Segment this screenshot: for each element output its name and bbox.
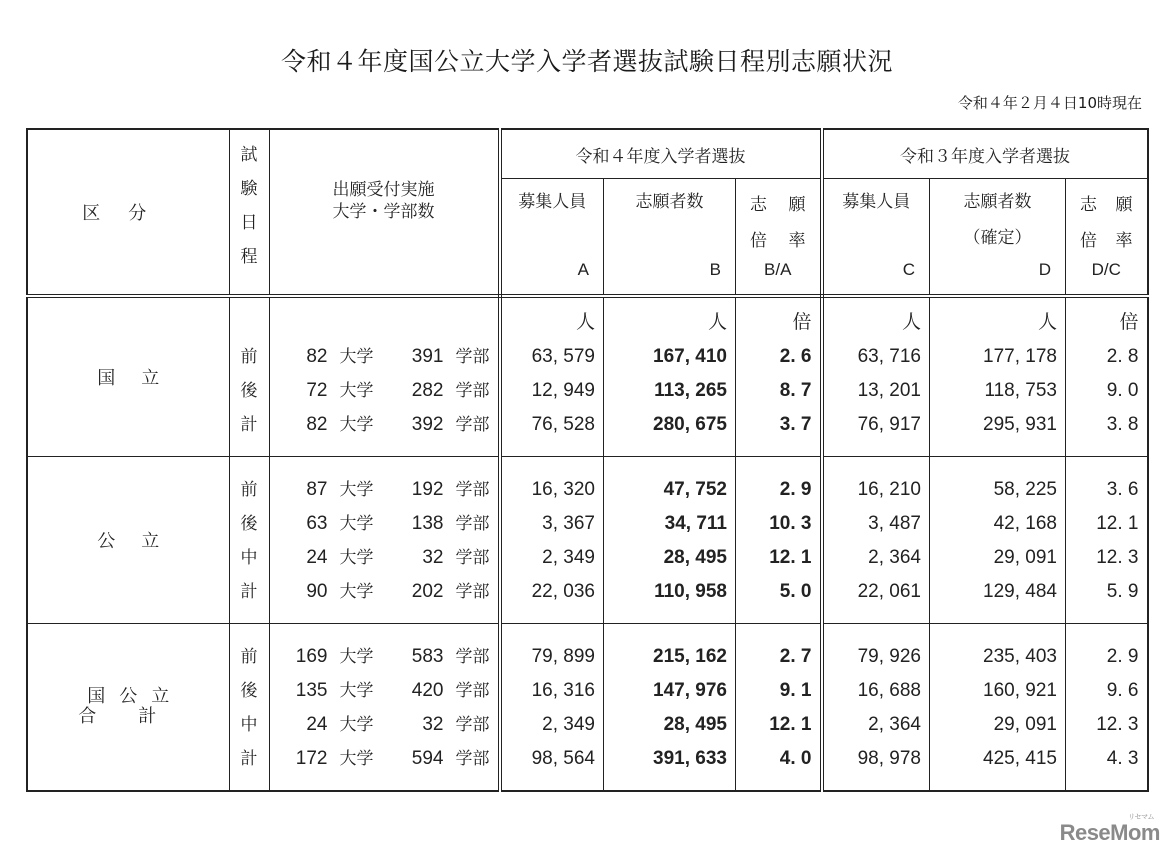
schedule-value: 計 — [240, 415, 258, 435]
header-universities-line2: 大学・学部数 — [332, 202, 435, 222]
applicant-status-table — [26, 128, 1149, 792]
col-c-code: C — [902, 260, 915, 279]
capacity-r3-cell: 79, 926 16, 688 2, 364 98, 978 — [822, 624, 930, 792]
col-dc-label: 願 — [1115, 195, 1133, 215]
header-universities-line1: 出願受付実施 — [332, 180, 435, 200]
col-ba-label: 願 — [788, 195, 806, 215]
capacity-r3-cell: 人 63, 716 13, 201 76, 917 — [822, 296, 930, 457]
col-d-code: D — [1038, 260, 1051, 279]
ratio-r3-cell: 倍 2. 8 9. 0 3. 8 — [1066, 296, 1148, 457]
schedule-value: 前 — [240, 347, 258, 367]
applicants-r3-cell: 235, 403 160, 921 29, 091 425, 415 — [930, 624, 1066, 792]
watermark-kana: リセマム — [1128, 814, 1154, 821]
header-schedule-char: 日 — [240, 213, 258, 233]
university-count-row: 24 大学 32 学部 — [306, 547, 490, 568]
header-col-c — [822, 179, 930, 297]
col-ba-label: 率 — [788, 231, 806, 251]
group-label — [27, 457, 229, 624]
group-label-line2: 合計 — [78, 706, 199, 727]
university-count-row: 82 大学 392 学部 — [306, 414, 490, 435]
unit-label: 倍 — [792, 312, 812, 333]
col-ba-code: B/A — [764, 260, 792, 279]
university-count-cell — [269, 457, 500, 624]
unit-label: 人 — [575, 312, 595, 333]
ratio-r3-cell: 3. 6 12. 1 12. 3 5. 9 — [1066, 457, 1148, 624]
group-label-line1: 国公立 — [87, 686, 184, 707]
unit-label: 人 — [707, 312, 727, 333]
group-label-text: 公立 — [97, 531, 186, 552]
university-count-row: 24 大学 32 学部 — [306, 714, 490, 735]
header-schedule — [229, 129, 269, 296]
header-schedule-char: 試 — [240, 145, 258, 165]
university-count-row: 63 大学 138 学部 — [306, 513, 490, 534]
col-a-code: A — [577, 260, 589, 279]
col-dc-label: 率 — [1115, 231, 1133, 251]
applicants-r4-cell: 人 167, 410 113, 265 280, 675 — [604, 296, 736, 457]
university-count-cell — [269, 624, 500, 792]
resemom-logo — [1059, 814, 1160, 846]
unit-label: 倍 — [1119, 312, 1139, 333]
col-dc-code: D/C — [1091, 260, 1121, 279]
university-count-row: 135 大学 420 学部 — [295, 680, 490, 701]
header-col-a — [500, 179, 604, 297]
ratio-r4-cell: 2. 9 10. 3 12. 1 5. 0 — [736, 457, 822, 624]
header-universities — [269, 129, 500, 296]
ratio-r4-cell: 2. 7 9. 1 12. 1 4. 0 — [736, 624, 822, 792]
capacity-r4-cell: 16, 320 3, 367 2, 349 22, 036 — [500, 457, 604, 624]
header-col-dc — [1066, 179, 1148, 297]
group-total — [27, 624, 1148, 792]
university-count-row: 172 大学 594 学部 — [295, 748, 490, 769]
unit-label: 人 — [1037, 312, 1057, 333]
col-ba-label: 倍 — [750, 231, 767, 251]
applicants-r3-cell: 人 177, 178 118, 753 295, 931 — [930, 296, 1066, 457]
col-d-label: 志願者数 — [963, 192, 1032, 212]
col-ba-label: 志 — [750, 195, 767, 215]
group-label — [27, 624, 229, 792]
col-b-label: 志願者数 — [635, 192, 704, 212]
page-title: 令和４年度国公立大学入学者選抜試験日程別志願状況 — [280, 47, 893, 76]
university-count-row: 169 大学 583 学部 — [295, 646, 490, 667]
header-col-b — [604, 179, 736, 297]
capacity-r4-cell: 人 63, 579 12, 949 76, 528 — [500, 296, 604, 457]
group-national — [27, 296, 1148, 457]
unit-label: 人 — [901, 312, 921, 333]
capacity-r4-cell: 79, 899 16, 316 2, 349 98, 564 — [500, 624, 604, 792]
col-d-sublabel: （確定） — [963, 228, 1032, 248]
university-count-row: 90 大学 202 学部 — [306, 581, 490, 602]
col-c-label: 募集人員 — [842, 192, 911, 212]
header-kubun: 区分 — [27, 129, 229, 296]
schedule-cell — [229, 296, 269, 457]
watermark-text: ReseMom — [1059, 820, 1160, 845]
col-dc-label: 倍 — [1080, 231, 1097, 251]
university-count-row: 82 大学 391 学部 — [306, 346, 490, 367]
schedule-value: 後 — [240, 381, 258, 401]
header-schedule-char: 験 — [240, 179, 258, 199]
university-count-row: 72 大学 282 学部 — [306, 380, 490, 401]
group-public — [27, 457, 1148, 624]
university-count-cell — [269, 296, 500, 457]
schedule-cell: 前 後 中 計 — [229, 624, 269, 792]
ratio-r3-cell: 2. 9 9. 6 12. 3 4. 3 — [1066, 624, 1148, 792]
ratio-r4-cell: 倍 2. 6 8. 7 3. 7 — [736, 296, 822, 457]
applicants-r4-cell: 215, 162 147, 976 28, 495 391, 633 — [604, 624, 736, 792]
as-of-timestamp: 令和４年２月４日10時現在 — [957, 94, 1142, 112]
header-col-ba — [736, 179, 822, 297]
group-label — [27, 296, 229, 457]
col-dc-label: 志 — [1080, 195, 1097, 215]
schedule-cell: 前 後 中 計 — [229, 457, 269, 624]
col-b-code: B — [709, 260, 721, 279]
group-label-text: 国立 — [97, 368, 186, 389]
header-col-d — [930, 179, 1066, 297]
applicants-r3-cell: 58, 225 42, 168 29, 091 129, 484 — [930, 457, 1066, 624]
capacity-r3-cell: 16, 210 3, 487 2, 364 22, 061 — [822, 457, 930, 624]
header-r4: 令和４年度入学者選抜 — [500, 129, 822, 179]
col-a-label: 募集人員 — [518, 192, 587, 212]
university-count-row: 87 大学 192 学部 — [306, 479, 490, 500]
header-schedule-char: 程 — [240, 247, 258, 267]
header-r3: 令和３年度入学者選抜 — [822, 129, 1148, 179]
applicants-r4-cell: 47, 752 34, 711 28, 495 110, 958 — [604, 457, 736, 624]
